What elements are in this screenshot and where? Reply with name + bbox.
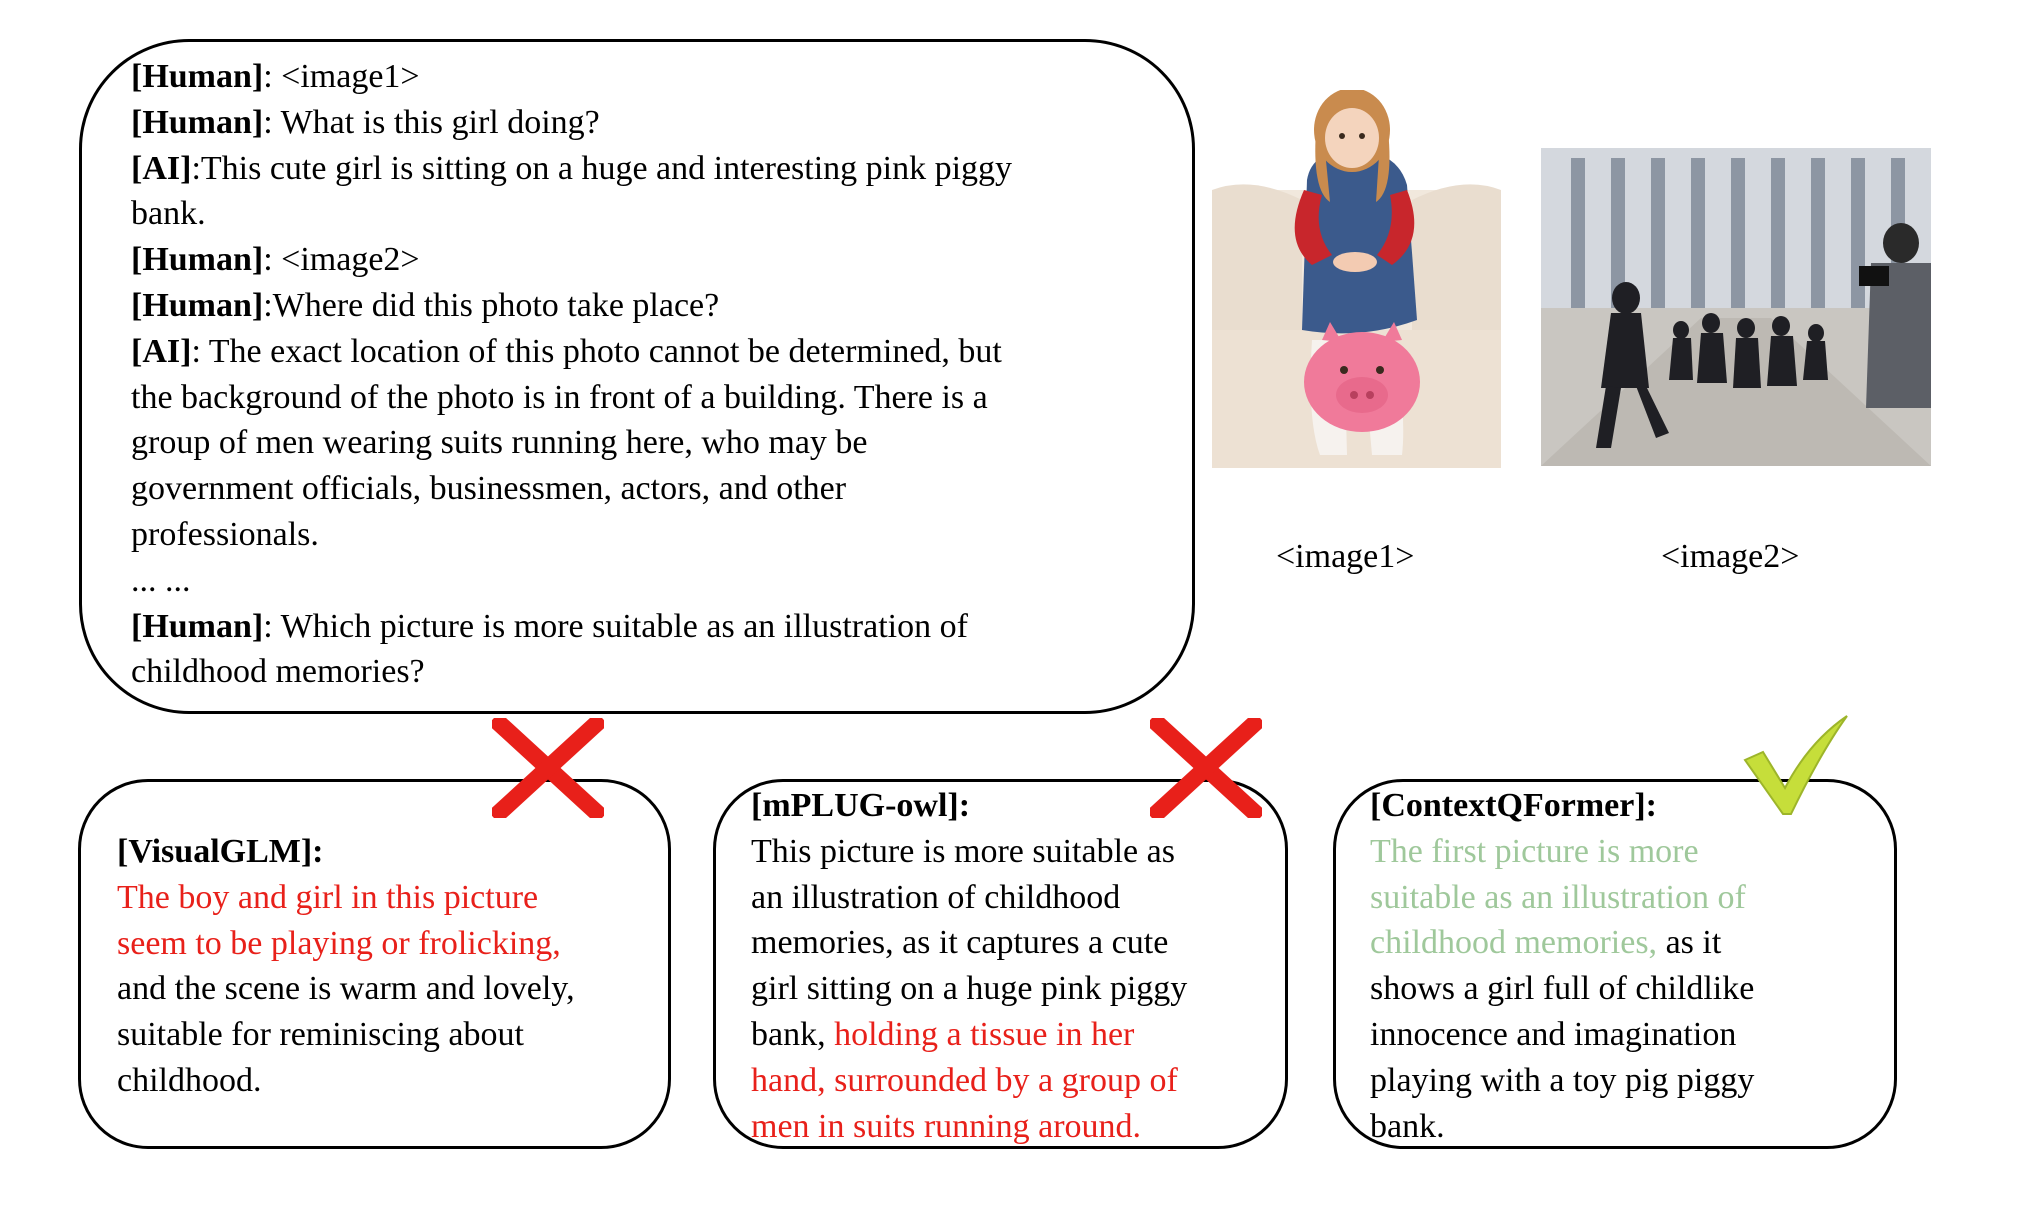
line-text: men in suits running around. xyxy=(751,1107,1142,1145)
line-text: girl sitting on a huge pink piggy xyxy=(751,970,1188,1008)
visualglm-line xyxy=(117,966,575,1012)
line-text: group of men wearing suits running here, who may be xyxy=(131,424,868,462)
dialog-line xyxy=(131,283,1171,329)
speaker-label: [Human] xyxy=(131,286,264,324)
dialog-line xyxy=(131,191,1171,237)
dialog-line xyxy=(131,100,1171,146)
visualglm-line xyxy=(117,1058,575,1104)
line-text: an illustration of childhood xyxy=(751,878,1121,916)
mplug-owl-line xyxy=(751,966,1187,1012)
line-text: childhood. xyxy=(117,1061,262,1099)
line-text: : The exact location of this photo cannot be determined, but xyxy=(191,332,1002,370)
speaker-label: [AI] xyxy=(131,149,192,187)
contextqformer-line xyxy=(1370,966,1754,1012)
mplug-owl-response xyxy=(751,783,1187,1149)
line-text: : Which picture is more suitable as an illustration of xyxy=(263,607,968,645)
dialog-line xyxy=(131,512,1171,558)
mplug-owl-title: [mPLUG-owl]: xyxy=(751,787,971,824)
dialog-line xyxy=(131,146,1171,192)
line-text: playing with a toy pig piggy xyxy=(1370,1061,1755,1099)
dialog-line xyxy=(131,375,1171,421)
visualglm-title: [VisualGLM]: xyxy=(117,833,324,870)
line-text: : What is this girl doing? xyxy=(263,103,600,141)
line-text: : <image2> xyxy=(263,241,420,279)
image2-caption: <image2> xyxy=(1661,538,1800,575)
contextqformer-line xyxy=(1370,829,1754,875)
visualglm-line xyxy=(117,921,575,967)
visualglm-cross-icon xyxy=(492,718,604,818)
line-text: childhood memories? xyxy=(131,653,425,691)
line-text: :This cute girl is sitting on a huge and interesting pink piggy xyxy=(191,149,1013,187)
line-text: the background of the photo is in front of a building. There is a xyxy=(131,378,988,416)
dialog-line xyxy=(131,604,1171,650)
line-text: : <image1> xyxy=(263,58,420,95)
dialog-line xyxy=(131,466,1171,512)
dialog-line xyxy=(131,649,1171,695)
line-text: bank. xyxy=(131,195,206,233)
mplug-owl-line xyxy=(751,829,1187,875)
contextqformer-title: [ContextQFormer]: xyxy=(1370,787,1657,824)
dialog-line xyxy=(131,558,1171,604)
line-text: suitable for reminiscing about xyxy=(117,1016,524,1054)
contextqformer-line xyxy=(1370,1012,1754,1058)
contextqformer-line xyxy=(1370,875,1754,921)
line-text: bank, xyxy=(751,1015,835,1053)
dialog-transcript xyxy=(131,54,1171,695)
speaker-label: [Human] xyxy=(131,607,264,645)
speaker-label: [Human] xyxy=(131,103,264,141)
visualglm-response xyxy=(117,829,575,1104)
line-text: The first picture is more xyxy=(1370,832,1699,870)
contextqformer-response xyxy=(1370,783,1754,1149)
line-text: innocence and imagination xyxy=(1370,1015,1737,1053)
dialog-line xyxy=(131,237,1171,283)
line-text: childhood memories, xyxy=(1370,924,1658,962)
line-text: seem to be playing or frolicking, xyxy=(117,924,561,962)
line-text: government officials, businessmen, actors, and other xyxy=(131,470,847,508)
speaker-label: [Human] xyxy=(131,58,264,95)
mplug-owl-line xyxy=(751,1058,1187,1104)
line-text: This picture is more suitable as xyxy=(751,832,1175,870)
line-text: hand, surrounded by a group of xyxy=(751,1061,1178,1099)
image1-caption: <image1> xyxy=(1276,538,1415,575)
speaker-label: [AI] xyxy=(131,332,192,370)
line-text: holding a tissue in her xyxy=(834,1015,1135,1053)
dialog-line xyxy=(131,420,1171,466)
line-text: shows a girl full of childlike xyxy=(1370,970,1755,1008)
dialog-line xyxy=(131,54,1171,100)
line-text: professionals. xyxy=(131,515,319,553)
speaker-label: [Human] xyxy=(131,241,264,279)
girl-piggy-bank-picture xyxy=(1212,90,1501,468)
mplug-owl-line xyxy=(751,1104,1187,1150)
line-text: memories, as it captures a cute xyxy=(751,924,1169,962)
contextqformer-line xyxy=(1370,1058,1754,1104)
mplug-owl-line xyxy=(751,920,1187,966)
men-running-picture xyxy=(1541,148,1931,466)
image2-photo xyxy=(1541,148,1931,466)
contextqformer-check-icon xyxy=(1741,712,1851,818)
line-text: bank. xyxy=(1370,1107,1445,1145)
mplug-owl-cross-icon xyxy=(1150,718,1262,818)
dialog-line xyxy=(131,329,1171,375)
line-text: as it xyxy=(1657,924,1722,962)
contextqformer-line xyxy=(1370,920,1754,966)
visualglm-line xyxy=(117,875,575,921)
mplug-owl-line xyxy=(751,1012,1187,1058)
visualglm-line xyxy=(117,1012,575,1058)
mplug-owl-line xyxy=(751,875,1187,921)
line-text: The boy and girl in this picture xyxy=(117,878,539,916)
contextqformer-line xyxy=(1370,1104,1754,1150)
line-text: suitable as an illustration of xyxy=(1370,878,1746,916)
image1-photo xyxy=(1212,90,1501,468)
line-text: ... ... xyxy=(131,561,191,599)
line-text: :Where did this photo take place? xyxy=(263,286,720,324)
line-text: and the scene is warm and lovely, xyxy=(117,970,575,1008)
